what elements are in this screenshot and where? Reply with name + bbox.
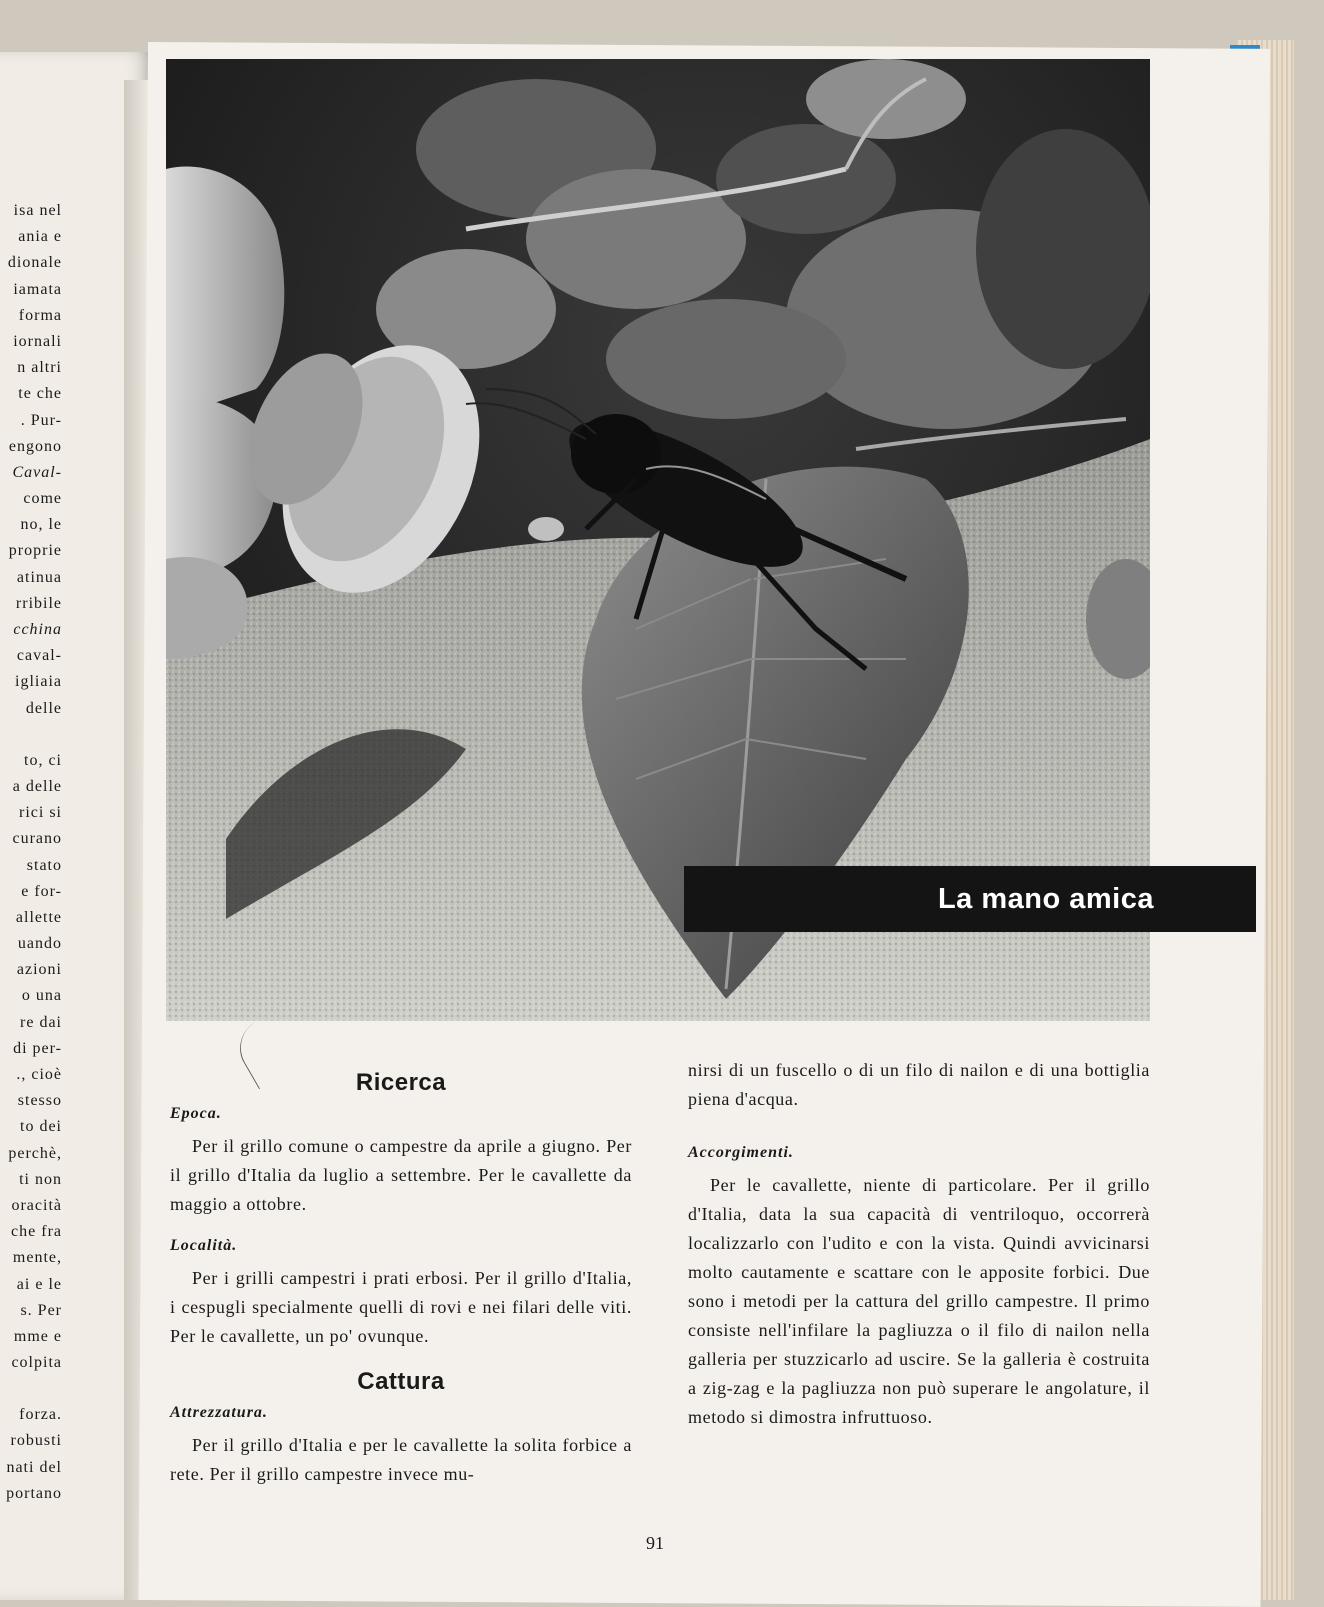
left-page-line: ai e le [16,1275,62,1293]
left-page-line: stesso [17,1092,62,1110]
heading-ricerca: Ricerca [355,1069,447,1096]
text-column-left [170,1068,632,1489]
left-page-line: portano [6,1484,62,1502]
left-page-line: delle [25,699,62,717]
left-page-line: iamata [13,280,62,298]
left-page-line: o una [21,987,62,1005]
left-page-line: che fra [11,1223,62,1241]
subhead-attrezzatura: Attrezzatura. [170,1404,268,1421]
left-page-line: a delle [12,777,62,795]
left-page-line: come [23,490,62,508]
left-page-line: Caval- [12,463,62,481]
left-page-line [0,726,62,752]
para-localita: Per i grilli campestri i prati erbosi. Per il grillo d'Italia, i cespugli specialmente quelli di rovi e nei filari delle viti. Per le cavallette, un po' ovunque. [170,1268,632,1346]
caption-bar [684,866,1256,932]
left-page-line: proprie [8,542,62,560]
left-page-line: forza. [19,1406,62,1424]
left-page-line: ., cioè [16,1066,62,1083]
left-page-line: iornali [13,332,62,350]
left-page-line: . Pur- [20,411,62,429]
subhead-localita: Località. [170,1237,238,1254]
left-page-line: no, le [20,516,62,534]
left-page-line: oracità [11,1196,62,1214]
left-page-line: s. Per [20,1301,62,1319]
left-page-line: caval- [16,647,62,665]
left-page-line: rribile [15,594,62,612]
left-page-line: azioni [16,961,62,979]
left-page-line: e for- [21,882,62,900]
heading-cattura: Cattura [357,1368,445,1395]
left-page-line: ania e [18,228,62,246]
left-page-line: re dai [20,1013,62,1031]
left-page-line: forma [18,306,62,324]
para-epoca: Per il grillo comune o campestre da aprile a giugno. Per il grillo d'Italia da luglio a settembre. Per le cavallette da maggio a ottobre. [170,1136,632,1214]
left-page-line: ti non [19,1170,62,1188]
para-accorgimenti: Per le cavallette, niente di particolare. Per il grillo d'Italia, data la sua capacità di ventriloquo, occorrerà localizzarlo con l'udito e con la vista. Quindi avvicinarsi molto cautamente e scattare con le apposite forbici. Due sono i metodi per la cattura del grillo campestre. Il primo consiste nell'infilare la pagliuzza o il filo di nailon nella galleria per stuzzicarlo ad uscire. Se la galleria è costruita a zig-zag e la pagliuzza non può superare le angolature, il metodo si dimostra infruttuoso. [688,1175,1150,1427]
left-page-line [0,1380,62,1406]
left-page-line: nati del [6,1458,62,1476]
left-page-line: mente, [12,1249,62,1267]
left-page-line: robusti [10,1432,62,1450]
left-page-line: to, ci [24,751,62,769]
left-page-line: di per- [13,1039,62,1057]
left-page-line: engono [8,437,62,455]
left-page-line: uando [17,935,62,953]
para-attrezzatura-cont: nirsi di un fuscello o di un filo di nailon e di una bottiglia piena d'acqua. [688,1060,1150,1109]
left-page-line: mme e [13,1327,62,1345]
left-page-line: to dei [20,1118,62,1136]
left-page-line: igliaia [15,673,62,691]
left-page-line: isa nel [13,202,62,219]
left-page-line: dionale [7,254,62,272]
left-page-text [0,202,62,1532]
para-attrezzatura: Per il grillo d'Italia e per le cavallette la solita forbice a rete. Per il grillo campestre invece mu- [170,1435,632,1484]
text-column-right [688,1056,1150,1432]
left-page-line: n altri [17,359,62,377]
left-page-line: rici si [19,804,62,822]
left-page-line: cchina [13,621,62,638]
left-page-line: curano [12,830,62,848]
subhead-accorgimenti: Accorgimenti. [688,1144,794,1161]
left-page-line: te che [18,385,62,403]
photo-caption: La mano amica [937,882,1154,915]
left-page-line: atinua [16,568,62,586]
page-number: 91 [646,1533,664,1553]
left-page-line: colpita [11,1354,62,1372]
left-page-line: perchè, [8,1144,62,1162]
subhead-epoca: Epoca. [170,1105,222,1122]
left-page-line: allette [15,908,62,926]
left-page-line: stato [26,856,62,874]
